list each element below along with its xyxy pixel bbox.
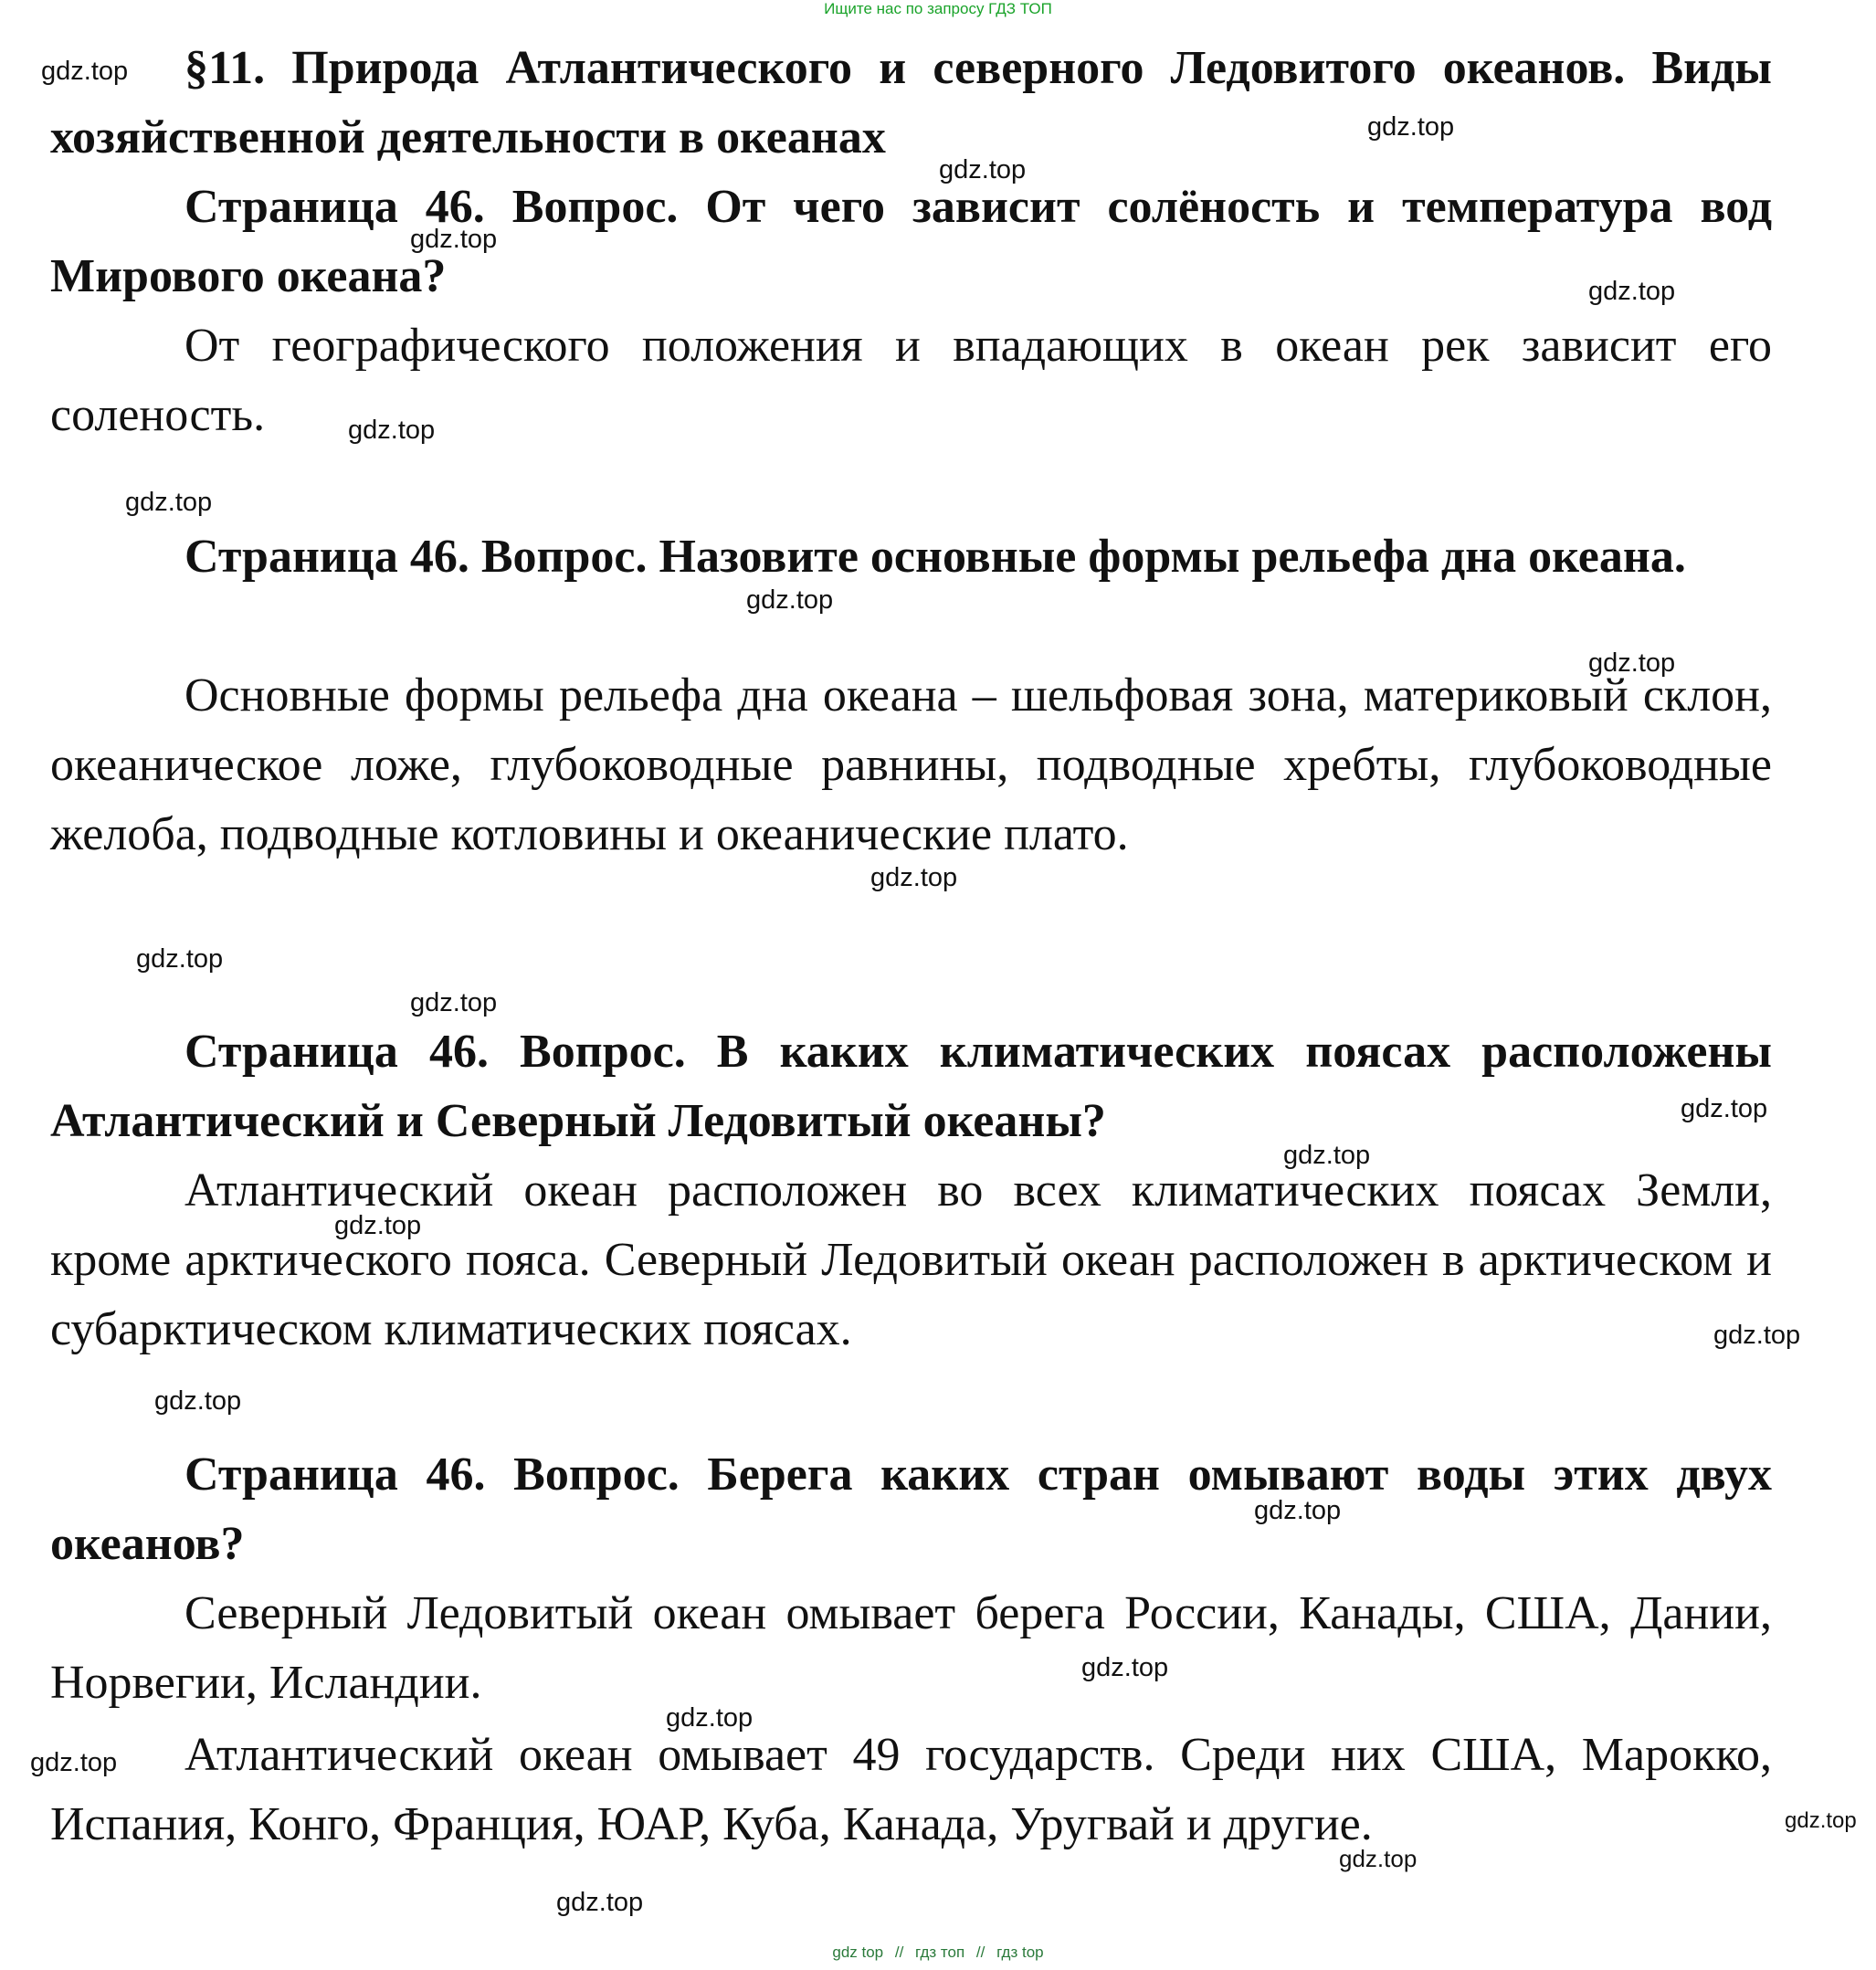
answer-3: Атлантический океан расположен во всех климатических поясах Земли, кроме арктического пояса. Северный Ледовитый океан расположен в арктическом и субарктическом климатических поясах. <box>50 1164 1772 1355</box>
watermark: gdz.top <box>410 225 498 254</box>
footer-link-gdz-top-mixed[interactable]: гдз top <box>996 1944 1044 1961</box>
answer-2: Основные формы рельефа дна океана – шельфовая зона, материковый склон, океаническое ложе, глубоководные равнины, подводные хребты, глубоководные желоба, подводные котловины и океанические плато. <box>50 669 1772 860</box>
watermark: gdz.top <box>1367 112 1455 142</box>
question-3: Страница 46. Вопрос. В каких климатических поясах расположены Атлантический и Северный Ледовитый океаны? <box>50 1026 1772 1147</box>
footer-link-gdz-top-ru[interactable]: гдз топ <box>915 1944 965 1961</box>
answer-4b: Атлантический океан омывает 49 государств. Среди них США, Марокко, Испания, Конго, Франция, ЮАР, Куба, Канада, Уругвай и другие. <box>50 1729 1772 1850</box>
watermark: gdz.top <box>348 416 436 445</box>
watermark: gdz.top <box>1081 1653 1169 1682</box>
top-banner[interactable]: Ищите нас по запросу ГДЗ ТОП <box>824 0 1052 17</box>
watermark: gdz.top <box>136 944 224 974</box>
question-2: Страница 46. Вопрос. Назовите основные формы рельефа дна океана. <box>184 531 1686 583</box>
footer-separator: // <box>975 1944 985 1961</box>
watermark: gdz.top <box>154 1386 242 1416</box>
question-1: Страница 46. Вопрос. От чего зависит солёность и температура вод Мирового океана? <box>50 181 1772 302</box>
watermark: gdz.top <box>1681 1094 1768 1123</box>
watermark: gdz.top <box>125 488 213 517</box>
watermark: gdz.top <box>1339 1845 1418 1872</box>
question-4: Страница 46. Вопрос. Берега каких стран омывают воды этих двух океанов? <box>50 1449 1772 1570</box>
watermark: gdz.top <box>334 1211 422 1240</box>
watermark: gdz.top <box>1254 1496 1342 1525</box>
footer-separator: // <box>894 1944 904 1961</box>
watermark: gdz.top <box>1588 277 1676 306</box>
paragraph-title: §11. Природа Атлантического и северного Ледовитого океанов. Виды хозяйственной деятельности в океанах <box>50 42 1772 163</box>
footer-links <box>0 1944 1876 1962</box>
watermark: gdz.top <box>666 1703 754 1733</box>
watermark: gdz.top <box>556 1888 644 1917</box>
watermark: gdz.top <box>746 585 834 615</box>
watermark: gdz.top <box>1283 1141 1371 1170</box>
watermark: gdz.top <box>1785 1808 1857 1833</box>
watermark: gdz.top <box>870 863 958 892</box>
footer-link-gdz-top[interactable]: gdz top <box>832 1944 884 1961</box>
answer-4a: Северный Ледовитый океан омывает берега России, Канады, США, Дании, Норвегии, Исландии. <box>50 1587 1772 1709</box>
watermark: gdz.top <box>939 155 1027 184</box>
watermark: gdz.top <box>30 1748 118 1777</box>
answer-1: От географического положения и впадающих в океан рек зависит его соленость. <box>50 320 1772 441</box>
watermark: gdz.top <box>1588 648 1676 678</box>
watermark: gdz.top <box>41 57 129 86</box>
watermark: gdz.top <box>410 988 498 1017</box>
watermark: gdz.top <box>1713 1321 1801 1350</box>
